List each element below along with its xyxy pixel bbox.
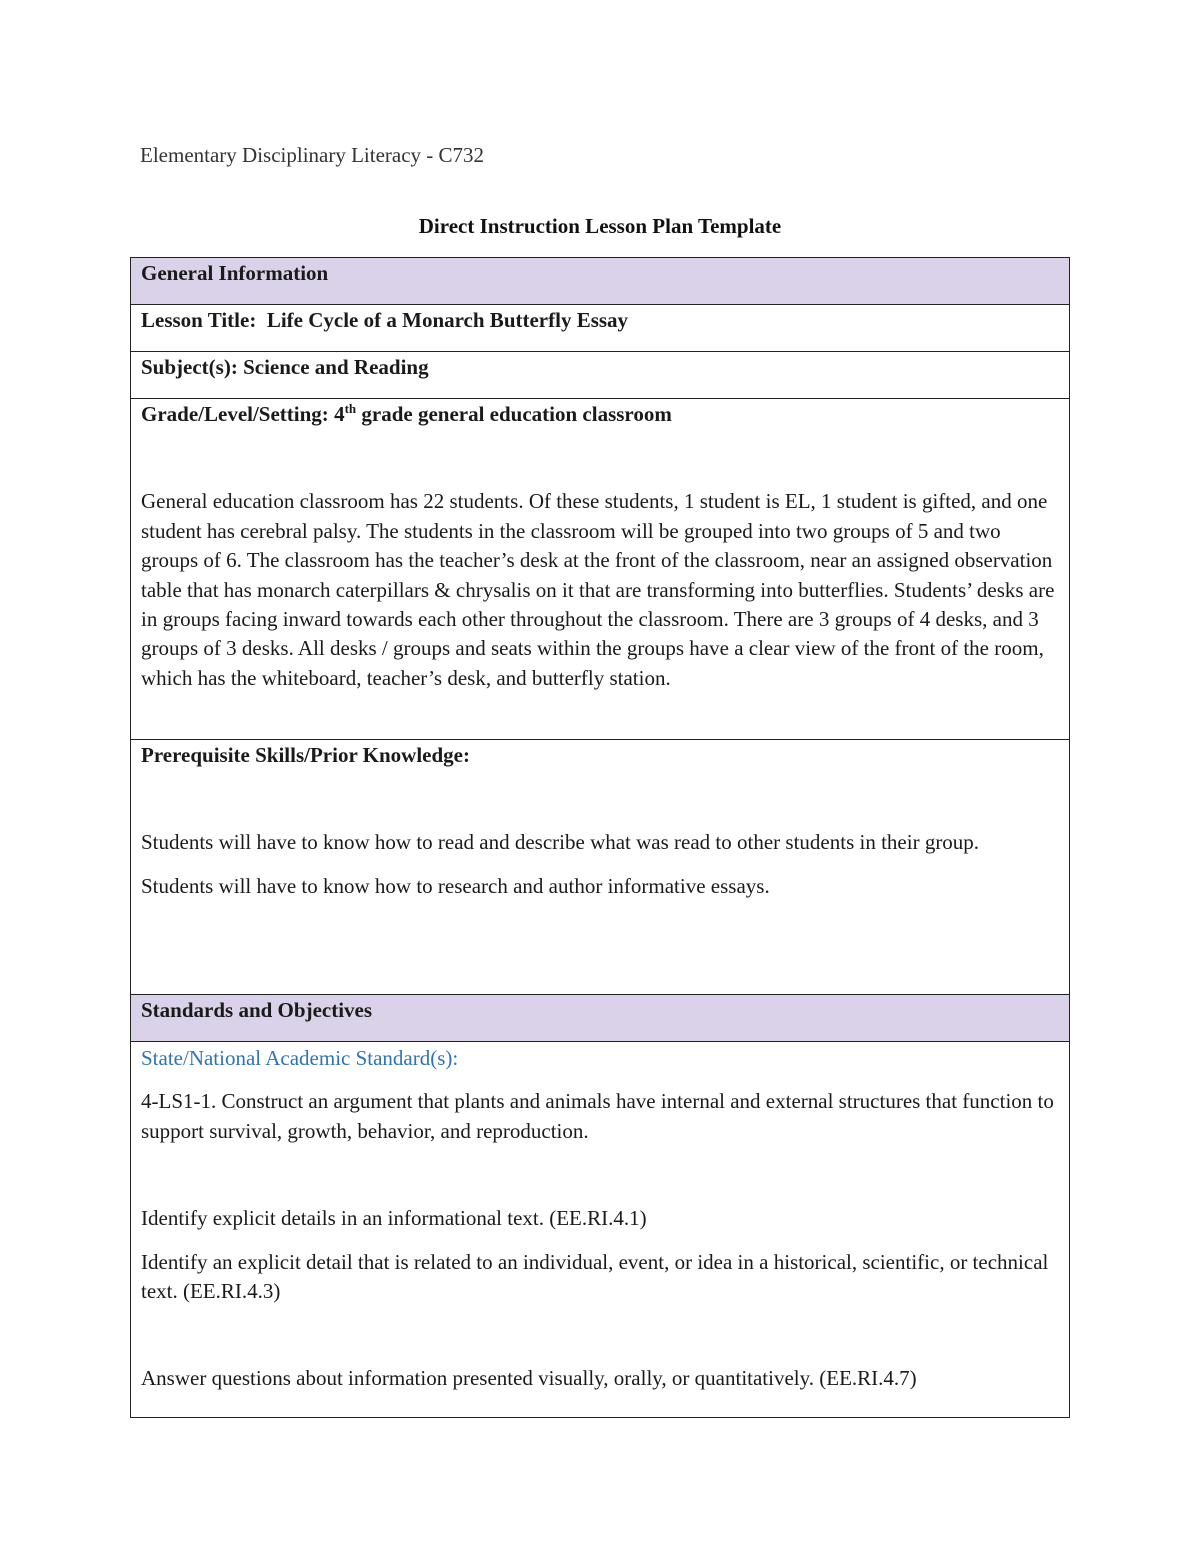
- spacer: [141, 1146, 1059, 1204]
- grade-label: Grade/Level/Setting:: [141, 402, 329, 426]
- standard-item: Identify an explicit detail that is related to an individual, event, or idea in a historical, scientific, or technical text. (EE.RI.4.3): [141, 1249, 1049, 1304]
- grade-line: [141, 400, 1059, 429]
- prerequisite-item: Students will have to know how to read and describe what was read to other students in their group.: [141, 830, 980, 855]
- general-information-row: [131, 258, 1070, 305]
- grade-value: grade general education classroom: [361, 402, 672, 426]
- subjects-label: Subject(s):: [141, 355, 238, 379]
- grade-setting-row: [131, 399, 1070, 740]
- lesson-title-value: Life Cycle of a Monarch Butterfly Essay: [266, 308, 629, 332]
- grade-number: 4: [334, 402, 345, 426]
- spacer: [141, 1234, 1059, 1248]
- standard-item: 4-LS1-1. Construct an argument that plants and animals have internal and external structures that function to support survival, growth, behavior, and reproduction.: [141, 1089, 1054, 1143]
- standards-cell: [131, 1042, 1070, 1418]
- lesson-title-cell: [131, 305, 1070, 352]
- lesson-title-row: [131, 305, 1070, 352]
- standard-item: Identify explicit details in an informational text. (EE.RI.4.1): [141, 1206, 647, 1231]
- spacer: [141, 858, 1059, 872]
- spacer: [141, 1306, 1059, 1364]
- standard-item: Answer questions about information presented visually, orally, or quantitatively. (EE.RI.4.7): [141, 1366, 917, 1391]
- spacer: [141, 1073, 1059, 1087]
- subjects-row: [131, 352, 1070, 399]
- prerequisites-row: [131, 740, 1070, 995]
- grade-setting-cell: [131, 399, 1070, 740]
- standards-row: [131, 1042, 1070, 1418]
- grade-suffix: th: [344, 401, 357, 416]
- subjects-cell: [131, 352, 1070, 399]
- prerequisites-heading: Prerequisite Skills/Prior Knowledge:: [141, 743, 470, 767]
- spacer: [141, 770, 1059, 828]
- standards-heading-row: [131, 995, 1070, 1042]
- spacer: [141, 429, 1059, 487]
- prerequisites-cell: [131, 740, 1070, 995]
- page-header: Elementary Disciplinary Literacy - C732: [140, 143, 485, 167]
- standards-subheading: State/National Academic Standard(s):: [141, 1046, 459, 1070]
- prerequisite-item: Students will have to know how to research and author informative essays.: [141, 873, 770, 898]
- subjects-value: Science and Reading: [243, 355, 429, 379]
- document-title: Direct Instruction Lesson Plan Template: [418, 214, 782, 238]
- lesson-plan-table: [130, 257, 1070, 1418]
- general-information-heading: General Information: [131, 258, 1070, 305]
- lesson-title-label: Lesson Title:: [141, 308, 257, 332]
- standards-heading: Standards and Objectives: [131, 995, 1070, 1042]
- setting-description: General education classroom has 22 students. Of these students, 1 student is EL, 1 student is gifted, and one student has cerebral palsy. The students in the classroom will be grouped into two groups of 5 and two groups of 6. The classroom has the teacher’s desk at the front of the classroom, near an assigned observation table that has monarch caterpillars & chrysalis on it that are transforming into butterflies. Students’ desks are in groups facing inward towards each other throughout the classroom. There are 3 groups of 4 desks, and 3 groups of 3 desks. All desks / groups and seats within the groups have a clear view of the front of the room, which has the whiteboard, teacher’s desk, and butterfly station.: [141, 489, 1055, 690]
